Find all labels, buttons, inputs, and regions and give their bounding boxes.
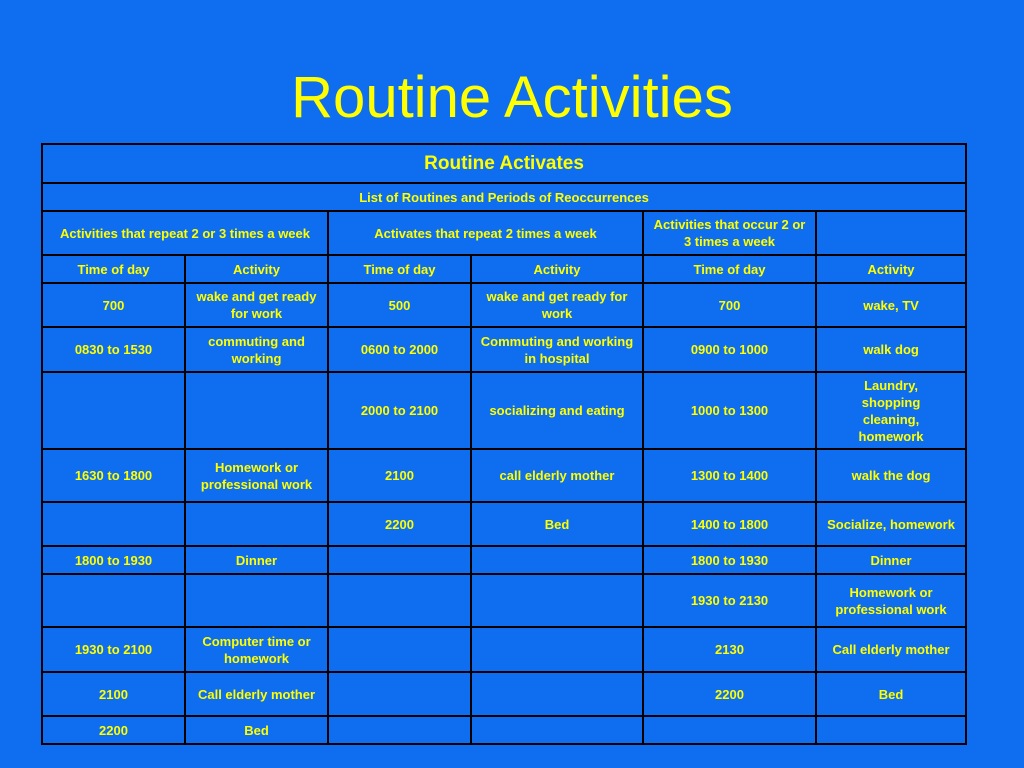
table-cell bbox=[471, 546, 643, 574]
column-header: Activity bbox=[471, 255, 643, 283]
table-cell: 1000 to 1300 bbox=[643, 372, 816, 449]
table-cell bbox=[185, 574, 328, 627]
table-cell: 1300 to 1400 bbox=[643, 449, 816, 502]
table-cell: walk the dog bbox=[816, 449, 966, 502]
table-cell bbox=[42, 574, 185, 627]
table-cell: 2200 bbox=[42, 716, 185, 744]
table-cell bbox=[42, 372, 185, 449]
table-cell bbox=[328, 716, 471, 744]
table-row bbox=[42, 283, 966, 327]
group-header: Activities that repeat 2 or 3 times a week bbox=[42, 211, 328, 255]
table-title: Routine Activates bbox=[42, 144, 966, 183]
table-row bbox=[42, 372, 966, 449]
table-cell: commuting and working bbox=[185, 327, 328, 372]
column-header: Time of day bbox=[42, 255, 185, 283]
table-cell bbox=[816, 716, 966, 744]
table-cell: wake, TV bbox=[816, 283, 966, 327]
table-cell bbox=[42, 502, 185, 546]
table-cell: 500 bbox=[328, 283, 471, 327]
table-row bbox=[42, 672, 966, 716]
table-cell: walk dog bbox=[816, 327, 966, 372]
table-cell: Laundry, shopping cleaning, homework bbox=[816, 372, 966, 449]
table-cell: 2000 to 2100 bbox=[328, 372, 471, 449]
group-header: Activates that repeat 2 times a week bbox=[328, 211, 643, 255]
table-row bbox=[42, 716, 966, 744]
table-cell bbox=[328, 672, 471, 716]
table-cell bbox=[328, 627, 471, 672]
table-cell: Bed bbox=[471, 502, 643, 546]
table-cell: 1400 to 1800 bbox=[643, 502, 816, 546]
table-cell: Dinner bbox=[816, 546, 966, 574]
table-cell: Dinner bbox=[185, 546, 328, 574]
table-cell: 2200 bbox=[328, 502, 471, 546]
table-cell: 0600 to 2000 bbox=[328, 327, 471, 372]
table-cell bbox=[471, 672, 643, 716]
table-cell: 1930 to 2130 bbox=[643, 574, 816, 627]
table-cell: Homework or professional work bbox=[185, 449, 328, 502]
column-header: Time of day bbox=[328, 255, 471, 283]
routine-table bbox=[41, 143, 967, 745]
table-cell: 2200 bbox=[643, 672, 816, 716]
table-cell: Computer time or homework bbox=[185, 627, 328, 672]
table-cell: Call elderly mother bbox=[816, 627, 966, 672]
group-header: Activities that occur 2 or 3 times a week bbox=[643, 211, 816, 255]
group-header bbox=[816, 211, 966, 255]
table-cell: 0830 to 1530 bbox=[42, 327, 185, 372]
table-cell bbox=[471, 716, 643, 744]
table-cell bbox=[185, 372, 328, 449]
table-cell: 2100 bbox=[328, 449, 471, 502]
table-row bbox=[42, 627, 966, 672]
table-cell bbox=[471, 627, 643, 672]
table-row bbox=[42, 502, 966, 546]
table-cell bbox=[328, 546, 471, 574]
table-cell: 1800 to 1930 bbox=[643, 546, 816, 574]
table-cell: Call elderly mother bbox=[185, 672, 328, 716]
table-cell: socializing and eating bbox=[471, 372, 643, 449]
table-row bbox=[42, 449, 966, 502]
table-cell: 700 bbox=[42, 283, 185, 327]
table-cell: Homework or professional work bbox=[816, 574, 966, 627]
table-cell: 1800 to 1930 bbox=[42, 546, 185, 574]
table-cell: Socialize, homework bbox=[816, 502, 966, 546]
table-cell bbox=[471, 574, 643, 627]
table-cell: call elderly mother bbox=[471, 449, 643, 502]
table-row bbox=[42, 574, 966, 627]
table-cell: 1930 to 2100 bbox=[42, 627, 185, 672]
table-title-row bbox=[42, 144, 966, 183]
column-header-row bbox=[42, 255, 966, 283]
table-cell: 2130 bbox=[643, 627, 816, 672]
table-cell: Bed bbox=[185, 716, 328, 744]
table-cell: 2100 bbox=[42, 672, 185, 716]
column-header: Time of day bbox=[643, 255, 816, 283]
table-row bbox=[42, 327, 966, 372]
column-header: Activity bbox=[816, 255, 966, 283]
table-cell: Commuting and working in hospital bbox=[471, 327, 643, 372]
table-row bbox=[42, 546, 966, 574]
table-cell: wake and get ready for work bbox=[185, 283, 328, 327]
slide-title: Routine Activities bbox=[291, 65, 733, 130]
table-subtitle: List of Routines and Periods of Reoccurrences bbox=[42, 183, 966, 211]
table-cell: wake and get ready for work bbox=[471, 283, 643, 327]
table-cell: 700 bbox=[643, 283, 816, 327]
column-header: Activity bbox=[185, 255, 328, 283]
table-cell: Bed bbox=[816, 672, 966, 716]
table-cell bbox=[185, 502, 328, 546]
group-header-row bbox=[42, 211, 966, 255]
table-subtitle-row bbox=[42, 183, 966, 211]
table-cell: 0900 to 1000 bbox=[643, 327, 816, 372]
table-cell: 1630 to 1800 bbox=[42, 449, 185, 502]
table-cell bbox=[328, 574, 471, 627]
table-cell bbox=[643, 716, 816, 744]
